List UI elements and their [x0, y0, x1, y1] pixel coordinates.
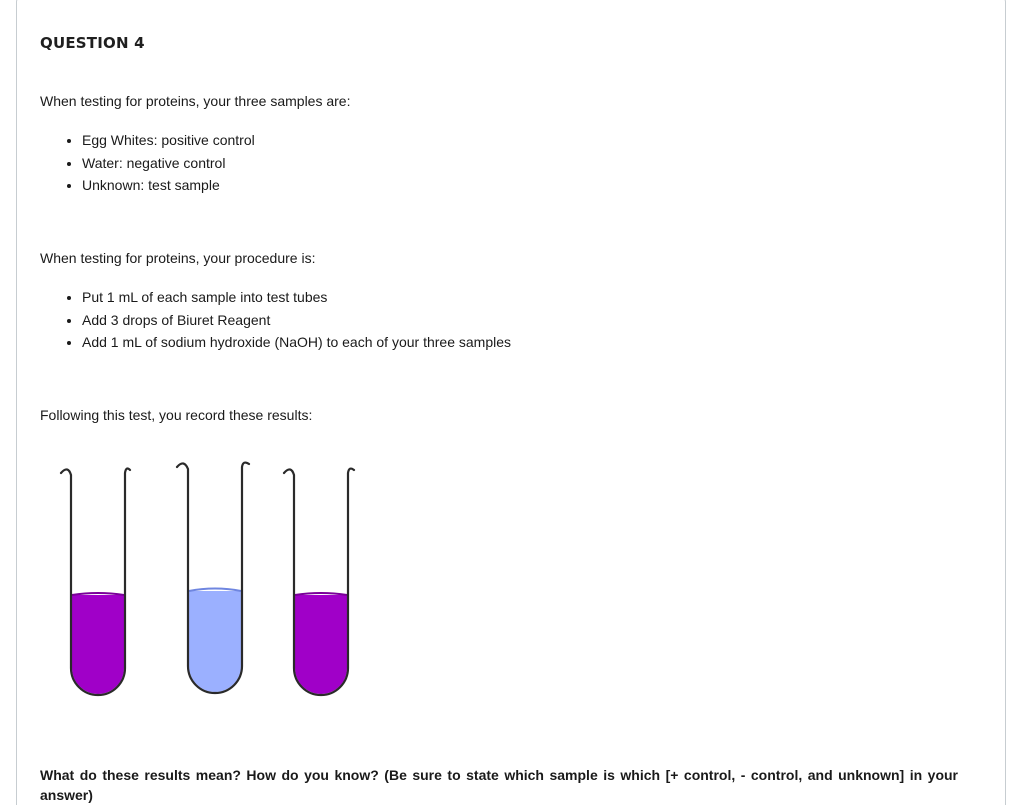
- question-title: QUESTION 4: [40, 34, 145, 52]
- list-item: • Add 1 mL of sodium hydroxide (NaOH) to each of your three samples: [82, 331, 511, 354]
- list-item: • Add 3 drops of Biuret Reagent: [82, 309, 511, 332]
- procedure-intro: When testing for proteins, your procedure is:: [40, 250, 316, 266]
- tube-liquid-surface: [189, 589, 241, 592]
- tube-liquid-surface: [72, 593, 124, 595]
- tube-liquid-surface: [295, 593, 347, 595]
- test-tubes-figure: [52, 455, 392, 705]
- samples-list: [62, 129, 255, 197]
- test-tube-icon: [284, 469, 354, 695]
- list-item: • Water: negative control: [82, 152, 255, 175]
- list-item: • Unknown: test sample: [82, 174, 255, 197]
- tube-liquid: [189, 591, 241, 692]
- list-item: • Egg Whites: positive control: [82, 129, 255, 152]
- test-tube-icon: [61, 469, 130, 695]
- procedure-list: [62, 286, 511, 354]
- tube-liquid: [295, 595, 347, 694]
- final-question: What do these results mean? How do you know? (Be sure to state which sample is which [+ control, - control, and unknown] in your answer): [40, 767, 958, 803]
- samples-intro: When testing for proteins, your three samples are:: [40, 93, 351, 109]
- test-tube-icon: [177, 463, 249, 693]
- results-intro: Following this test, you record these results:: [40, 407, 313, 423]
- list-item: • Put 1 mL of each sample into test tubes: [82, 286, 511, 309]
- tube-liquid: [72, 595, 124, 694]
